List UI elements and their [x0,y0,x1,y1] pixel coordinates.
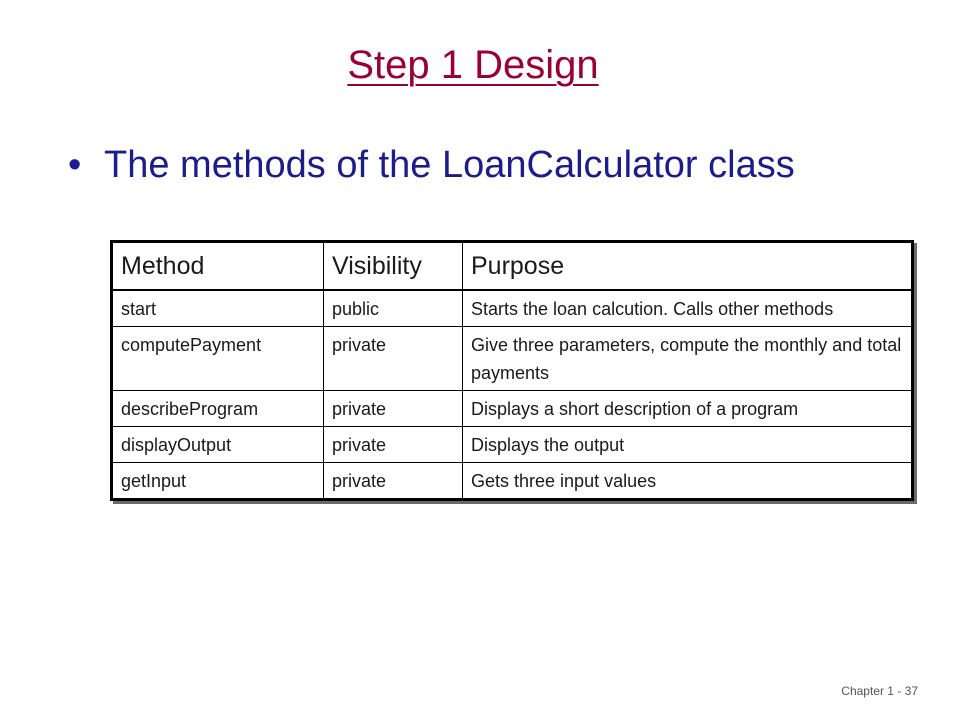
bullet-point [68,142,795,188]
bullet-text: The methods of the LoanCalculator class [104,144,795,186]
method-cell: describeProgram [112,391,324,427]
visibility-cell: private [324,427,463,463]
methods-table [110,240,914,501]
slide-footer: Chapter 1 - 37 [841,684,918,698]
method-cell: start [112,290,324,327]
bullet-icon: • [68,144,82,186]
method-cell: displayOutput [112,427,324,463]
purpose-cell: Give three parameters, compute the monthly and total payments [463,327,913,391]
method-cell: computePayment [112,327,324,391]
table-row [112,290,913,327]
purpose-cell: Displays the output [463,427,913,463]
method-cell: getInput [112,463,324,500]
purpose-cell: Starts the loan calcution. Calls other methods [463,290,913,327]
visibility-cell: private [324,391,463,427]
header-visibility: Visibility [324,242,463,291]
purpose-cell: Displays a short description of a program [463,391,913,427]
table-row [112,327,913,391]
header-purpose: Purpose [463,242,913,291]
purpose-cell: Gets three input values [463,463,913,500]
table-row [112,463,913,500]
header-method: Method [112,242,324,291]
table-row [112,391,913,427]
table-row [112,427,913,463]
slide-title: Step 1 Design [347,43,599,87]
visibility-cell: private [324,327,463,391]
visibility-cell: private [324,463,463,500]
visibility-cell: public [324,290,463,327]
table-header-row [112,242,913,291]
